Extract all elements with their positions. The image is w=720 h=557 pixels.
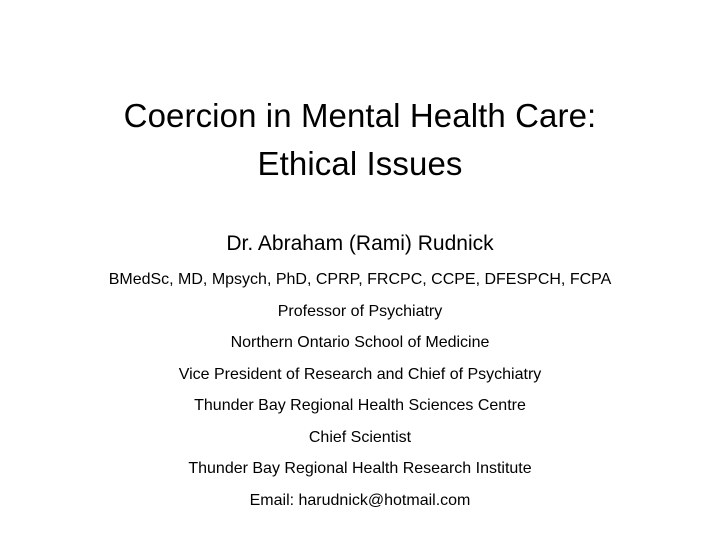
institution-health-sciences-centre: Thunder Bay Regional Health Sciences Centre xyxy=(194,397,526,414)
institution-research-institute: Thunder Bay Regional Health Research Institute xyxy=(188,460,532,477)
credentials: BMedSc, MD, Mpsych, PhD, CPRP, FRCPC, CCPE, DFESPCH, FCPA xyxy=(108,271,612,288)
position-vice-president: Vice President of Research and Chief of Psychiatry xyxy=(178,365,542,383)
email: Email: harudnick@hotmail.com xyxy=(249,491,471,509)
position-chief-scientist: Chief Scientist xyxy=(308,428,412,446)
author-name: Dr. Abraham (Rami) Rudnick xyxy=(226,232,494,255)
slide-subtitle xyxy=(0,226,720,516)
title-line-2: Ethical Issues xyxy=(257,145,463,182)
slide-title xyxy=(0,92,720,188)
position-professor: Professor of Psychiatry xyxy=(277,302,443,320)
title-line-1: Coercion in Mental Health Care: xyxy=(123,97,597,134)
institution-school: Northern Ontario School of Medicine xyxy=(230,334,490,351)
